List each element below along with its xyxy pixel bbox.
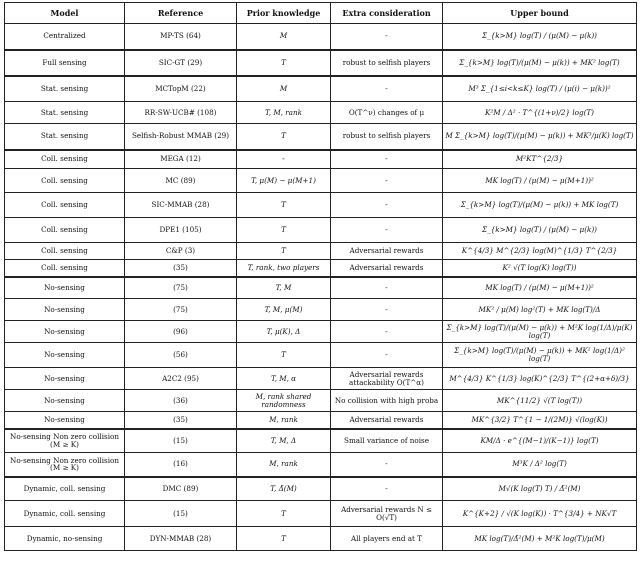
prior-knowledge-cell: T, rank, two players xyxy=(237,260,331,277)
extra-consideration-cell: - xyxy=(331,150,443,169)
prior-knowledge-cell: T, μ(K), Δ xyxy=(237,321,331,343)
model-cell: No-sensing xyxy=(5,277,125,299)
prior-knowledge-cell: - xyxy=(237,150,331,169)
table-row xyxy=(5,343,637,368)
extra-consideration-cell: - xyxy=(331,76,443,102)
upper-bound-cell: K² √(T log(K) log(T)) xyxy=(443,260,637,277)
table-row xyxy=(5,150,637,169)
upper-bound-cell: KM/Δ · e^{(M−1)/(K−1)} log(T) xyxy=(443,429,637,453)
reference-cell: MP-TS (64) xyxy=(125,24,237,50)
table-row xyxy=(5,218,637,243)
prior-knowledge-cell: M, rank xyxy=(237,453,331,477)
upper-bound-cell: M²KT^{2/3} xyxy=(443,150,637,169)
prior-knowledge-cell: M xyxy=(237,24,331,50)
upper-bound-cell: MK² / μ(M) log²(T) + MK log(T)/Δ xyxy=(443,299,637,321)
prior-knowledge-cell: T xyxy=(237,527,331,551)
prior-knowledge-cell: T xyxy=(237,193,331,218)
header-upper-bound: Upper bound xyxy=(443,3,637,24)
table-header-row xyxy=(5,3,637,24)
reference-cell: (56) xyxy=(125,343,237,368)
reference-cell: DMC (89) xyxy=(125,477,237,501)
model-cell: No-sensing xyxy=(5,343,125,368)
reference-cell: RR-SW-UCB# (108) xyxy=(125,102,237,124)
table-row xyxy=(5,124,637,150)
extra-consideration-cell: - xyxy=(331,169,443,193)
prior-knowledge-cell: T, M, α xyxy=(237,368,331,390)
extra-consideration-cell: - xyxy=(331,218,443,243)
prior-knowledge-cell: M, rank xyxy=(237,412,331,429)
header-model: Model xyxy=(5,3,125,24)
upper-bound-cell: Σ_{k>M} log(T)/(μ(M) − μ(k)) + MK² log(T) xyxy=(443,50,637,76)
upper-bound-cell: Σ_{k>M} log(T)/(μ(M) − μ(k)) + MK log(T) xyxy=(443,193,637,218)
table-row xyxy=(5,429,637,453)
prior-knowledge-cell: T, μ(M) − μ(M+1) xyxy=(237,169,331,193)
header-extra-consideration: Extra consideration xyxy=(331,3,443,24)
extra-consideration-cell: - xyxy=(331,277,443,299)
upper-bound-cell: MK^{3/2} T^{1 − 1/(2M)} √(log(K)) xyxy=(443,412,637,429)
upper-bound-cell: K^{K+2} / √(K log(K)) · T^{3/4} + NK√T xyxy=(443,501,637,527)
upper-bound-cell: M³ Σ_{1≤i<k≤K} log(T) / (μ(i) − μ(k))² xyxy=(443,76,637,102)
table-row xyxy=(5,527,637,551)
reference-cell: MC (89) xyxy=(125,169,237,193)
table-row xyxy=(5,50,637,76)
model-cell: Coll. sensing xyxy=(5,150,125,169)
table-row xyxy=(5,299,637,321)
extra-consideration-cell: Adversarial rewards N ≤ O(√T) xyxy=(331,501,443,527)
upper-bound-cell: M Σ_{k>M} log(T)/(μ(M) − μ(k)) + MK³/μ(K) log(T) xyxy=(443,124,637,150)
model-cell: No-sensing xyxy=(5,321,125,343)
model-cell: No-sensing xyxy=(5,299,125,321)
extra-consideration-cell: robust to selfish players xyxy=(331,50,443,76)
prior-knowledge-cell: T xyxy=(237,218,331,243)
prior-knowledge-cell: M, rank shared randomness xyxy=(237,390,331,412)
table-row xyxy=(5,76,637,102)
upper-bound-cell: M√(K log(T) T) / Δ̃²(M) xyxy=(443,477,637,501)
extra-consideration-cell: - xyxy=(331,321,443,343)
upper-bound-cell: MK log(T) / (μ(M) − μ(M+1))² xyxy=(443,169,637,193)
header-reference: Reference xyxy=(125,3,237,24)
model-cell: Coll. sensing xyxy=(5,260,125,277)
extra-consideration-cell: - xyxy=(331,343,443,368)
extra-consideration-cell: Adversarial rewards xyxy=(331,243,443,260)
extra-consideration-cell: - xyxy=(331,299,443,321)
reference-cell: C&P (3) xyxy=(125,243,237,260)
extra-consideration-cell: Adversarial rewards xyxy=(331,412,443,429)
reference-cell: (15) xyxy=(125,429,237,453)
model-cell: Coll. sensing xyxy=(5,243,125,260)
extra-consideration-cell: All players end at T xyxy=(331,527,443,551)
reference-cell: (35) xyxy=(125,260,237,277)
extra-consideration-cell: No collision with high proba xyxy=(331,390,443,412)
prior-knowledge-cell: T, M xyxy=(237,277,331,299)
table-row xyxy=(5,412,637,429)
table-row xyxy=(5,321,637,343)
prior-knowledge-cell: M xyxy=(237,76,331,102)
upper-bound-cell: MK log(T) / (μ(M) − μ(M+1))² xyxy=(443,277,637,299)
model-cell: No-sensing Non zero collision (M ≥ K) xyxy=(5,453,125,477)
prior-knowledge-cell: T xyxy=(237,50,331,76)
extra-consideration-cell: Small variance of noise xyxy=(331,429,443,453)
prior-knowledge-cell: T xyxy=(237,501,331,527)
upper-bound-cell: K²M / Δ² · T^{(1+ν)/2} log(T) xyxy=(443,102,637,124)
table-row xyxy=(5,169,637,193)
prior-knowledge-cell: T xyxy=(237,124,331,150)
table-row xyxy=(5,243,637,260)
reference-cell: (36) xyxy=(125,390,237,412)
model-cell: No-sensing xyxy=(5,412,125,429)
upper-bound-cell: Σ_{k>M} log(T) / (μ(M) − μ(k)) xyxy=(443,24,637,50)
reference-cell: MCTopM (22) xyxy=(125,76,237,102)
reference-cell: SIC-GT (29) xyxy=(125,50,237,76)
table-row xyxy=(5,453,637,477)
upper-bound-cell: M^{4/3} K^{1/3} log(K)^{2/3} T^{(2+α+δ)/3} xyxy=(443,368,637,390)
prior-knowledge-cell: T, M, μ(M) xyxy=(237,299,331,321)
prior-knowledge-cell: T xyxy=(237,243,331,260)
extra-consideration-cell: - xyxy=(331,193,443,218)
model-cell: Dynamic, coll. sensing xyxy=(5,477,125,501)
reference-cell: (16) xyxy=(125,453,237,477)
reference-cell: MEGA (12) xyxy=(125,150,237,169)
model-cell: No-sensing Non zero collision (M ≥ K) xyxy=(5,429,125,453)
reference-cell: (75) xyxy=(125,299,237,321)
extra-consideration-cell: - xyxy=(331,453,443,477)
table-row xyxy=(5,477,637,501)
table-row xyxy=(5,193,637,218)
model-cell: Dynamic, no-sensing xyxy=(5,527,125,551)
model-cell: Stat. sensing xyxy=(5,102,125,124)
upper-bound-cell: Σ_{k>M} log(T)/(μ(M) − μ(k)) + MK² log(1/Δ)² log(T) xyxy=(443,343,637,368)
upper-bound-cell: Σ_{k>M} log(T)/(μ(M) − μ(k)) + M²K log(1/Δ)/μ(K) log(T) xyxy=(443,321,637,343)
model-cell: Stat. sensing xyxy=(5,124,125,150)
table-row xyxy=(5,277,637,299)
model-cell: No-sensing xyxy=(5,390,125,412)
reference-cell: A2C2 (95) xyxy=(125,368,237,390)
reference-cell: (75) xyxy=(125,277,237,299)
table-row xyxy=(5,368,637,390)
table-body xyxy=(5,24,637,551)
table-row xyxy=(5,390,637,412)
prior-knowledge-cell: T, M, rank xyxy=(237,102,331,124)
model-cell: Full sensing xyxy=(5,50,125,76)
upper-bound-cell: Σ_{k>M} log(T) / (μ(M) − μ(k)) xyxy=(443,218,637,243)
model-cell: No-sensing xyxy=(5,368,125,390)
model-cell: Coll. sensing xyxy=(5,169,125,193)
header-prior-knowledge: Prior knowledge xyxy=(237,3,331,24)
model-cell: Centralized xyxy=(5,24,125,50)
upper-bound-cell: MK^{11/2} √(T log(T)) xyxy=(443,390,637,412)
reference-cell: (96) xyxy=(125,321,237,343)
prior-knowledge-cell: T xyxy=(237,343,331,368)
prior-knowledge-cell: T, M, Δ xyxy=(237,429,331,453)
model-cell: Stat. sensing xyxy=(5,76,125,102)
upper-bound-cell: MK log(T)/Δ̃²(M) + M²K log(T)/μ(M) xyxy=(443,527,637,551)
upper-bound-cell: K^{4/3} M^{2/3} log(M)^{1/3} T^{2/3} xyxy=(443,243,637,260)
extra-consideration-cell: - xyxy=(331,24,443,50)
extra-consideration-cell: O(T^ν) changes of μ xyxy=(331,102,443,124)
extra-consideration-cell: Adversarial rewards xyxy=(331,260,443,277)
table-row xyxy=(5,260,637,277)
reference-cell: DPE1 (105) xyxy=(125,218,237,243)
reference-cell: (35) xyxy=(125,412,237,429)
table-row xyxy=(5,102,637,124)
results-table-wrap xyxy=(4,2,636,551)
reference-cell: (15) xyxy=(125,501,237,527)
upper-bound-cell: M³K / Δ² log(T) xyxy=(443,453,637,477)
reference-cell: Selfish-Robust MMAB (29) xyxy=(125,124,237,150)
extra-consideration-cell: robust to selfish players xyxy=(331,124,443,150)
prior-knowledge-cell: T, Δ̃(M) xyxy=(237,477,331,501)
model-cell: Dynamic, coll. sensing xyxy=(5,501,125,527)
reference-cell: DYN-MMAB (28) xyxy=(125,527,237,551)
table-row xyxy=(5,501,637,527)
reference-cell: SIC-MMAB (28) xyxy=(125,193,237,218)
model-cell: Coll. sensing xyxy=(5,218,125,243)
extra-consideration-cell: - xyxy=(331,477,443,501)
results-table xyxy=(4,2,637,551)
model-cell: Coll. sensing xyxy=(5,193,125,218)
table-row xyxy=(5,24,637,50)
extra-consideration-cell: Adversarial rewards attackability O(T^α) xyxy=(331,368,443,390)
